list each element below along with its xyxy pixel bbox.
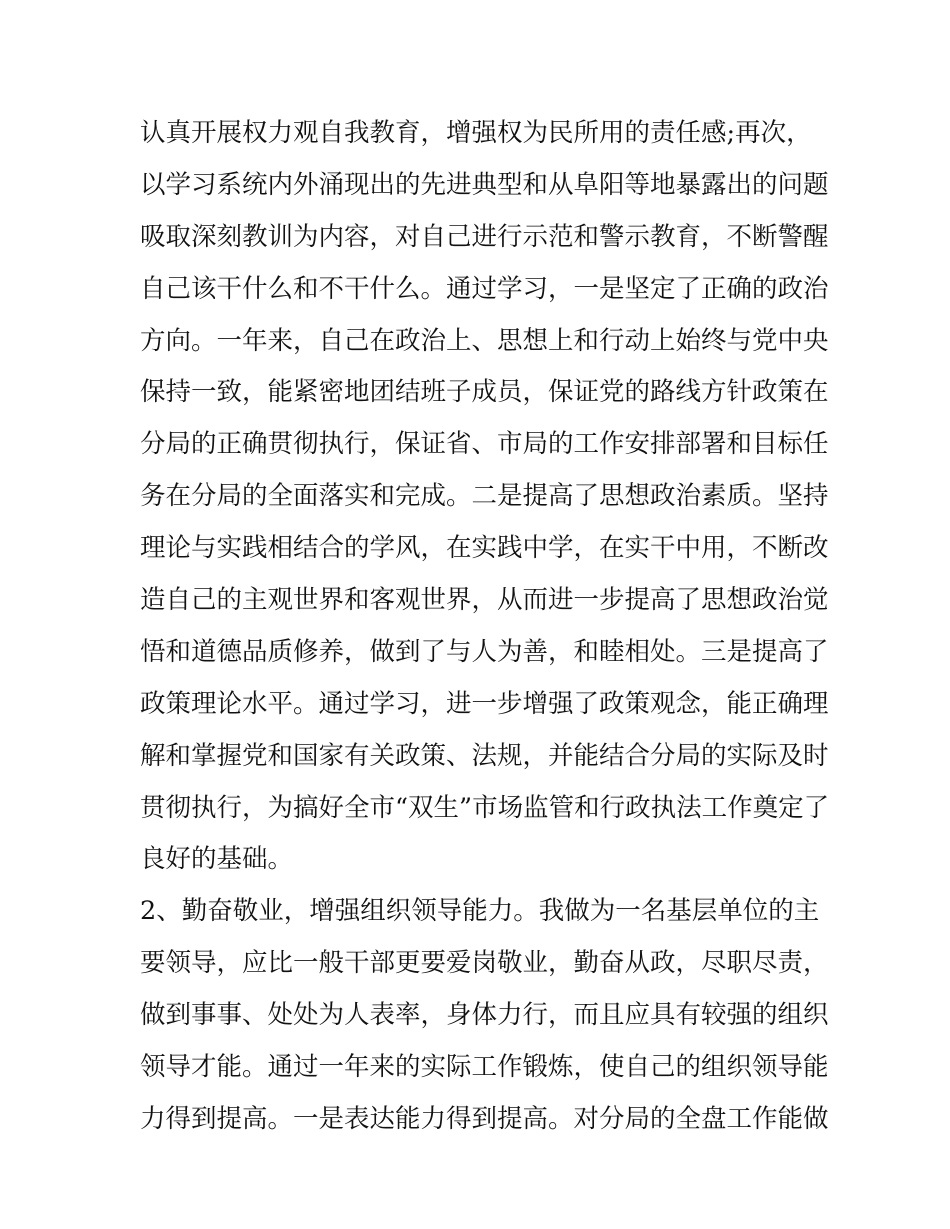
text-line-5: 方向。一年来，自己在政治上、思想上和行动上始终与党中央 — [140, 325, 829, 356]
text-line-13: 解和掌握党和国家有关政策、法规，并能结合分局的实际及时 — [140, 740, 829, 771]
text-line-12: 政策理论水平。通过学习，进一步增强了政策观念，能正确理 — [140, 688, 829, 719]
text-line-6: 保持一致，能紧密地团结班子成员，保证党的路线方针政策在 — [140, 377, 829, 408]
text-line-3: 吸取深刻教训为内容，对自己进行示范和警示教育，不断警醒 — [140, 221, 829, 252]
text-line-9: 理论与实践相结合的学风，在实践中学，在实干中用，不断改 — [140, 533, 829, 564]
text-line-4: 自己该干什么和不干什么。通过学习，一是坚定了正确的政治 — [140, 273, 829, 304]
text-line-16: 2、勤奋敬业，增强组织领导能力。我做为一名基层单位的主 — [140, 896, 820, 927]
text-line-14: 贯彻执行，为搞好全市“双生”市场监管和行政执法工作奠定了 — [140, 792, 830, 823]
text-line-10: 造自己的主观世界和客观世界，从而进一步提高了思想政治觉 — [140, 585, 829, 616]
text-line-7: 分局的正确贯彻执行，保证省、市局的工作安排部署和目标任 — [140, 429, 829, 460]
text-line-17: 要领导，应比一般干部更要爱岗敬业，勤奋从政，尽职尽责， — [140, 948, 829, 979]
text-line-8: 务在分局的全面落实和完成。二是提高了思想政治素质。坚持 — [140, 481, 829, 512]
text-line-15: 良好的基础。 — [140, 844, 294, 875]
body-text — [140, 108, 830, 1146]
text-line-2: 以学习系统内外涌现出的先进典型和从阜阳等地暴露出的问题 — [140, 169, 829, 200]
text-line-19: 领导才能。通过一年来的实际工作锻炼，使自己的组织领导能 — [140, 1052, 829, 1083]
text-line-11: 悟和道德品质修养，做到了与人为善，和睦相处。三是提高了 — [140, 636, 829, 667]
text-line-20: 力得到提高。一是表达能力得到提高。对分局的全盘工作能做 — [140, 1103, 829, 1134]
text-line-1: 认真开展权力观自我教育，增强权为民所用的责任感;再次， — [140, 118, 812, 148]
text-line-18: 做到事事、处处为人表率，身体力行，而且应具有较强的组织 — [140, 1000, 829, 1031]
